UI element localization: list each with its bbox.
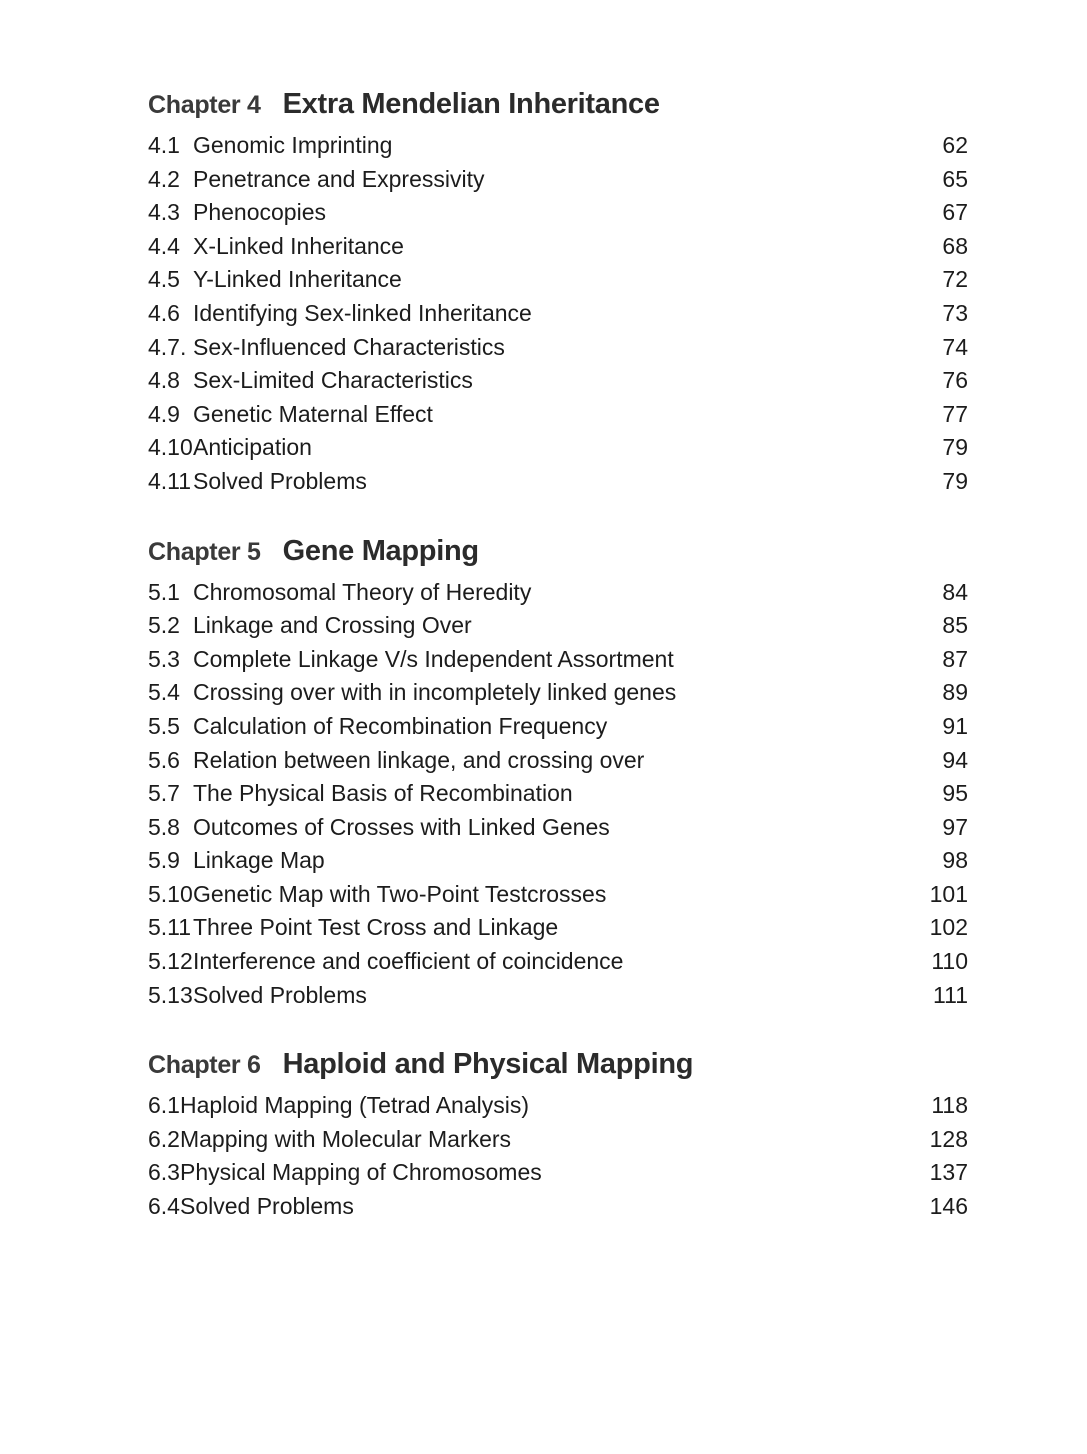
chapter-title: Extra Mendelian Inheritance (282, 88, 660, 120)
chapter-label: Chapter 5 (148, 537, 261, 566)
entry-title: Chromosomal Theory of Heredity (193, 578, 532, 605)
entry-page-number: 65 (942, 165, 968, 192)
entry-number: 4.5 (148, 266, 180, 293)
entry-title: Phenocopies (193, 199, 326, 226)
toc-entry (148, 331, 968, 365)
toc-entry (148, 1190, 968, 1224)
toc-entry (148, 945, 968, 979)
entry-page-number: 84 (942, 578, 968, 605)
entry-page-number: 110 (931, 948, 968, 975)
entry-page-number: 97 (942, 813, 968, 840)
entry-title: X-Linked Inheritance (193, 232, 404, 259)
entry-title: Y-Linked Inheritance (193, 266, 402, 293)
entry-page-number: 137 (929, 1159, 968, 1186)
entry-page-number: 68 (942, 232, 968, 259)
entry-title: Linkage and Crossing Over (193, 612, 472, 639)
toc-entry (148, 710, 968, 744)
entry-number: 4.4 (148, 232, 180, 259)
entry-title: Relation between linkage, and crossing over (193, 746, 645, 773)
entry-number: 4.7. (148, 333, 187, 360)
chapter-label: Chapter 4 (148, 91, 261, 119)
toc-entry (148, 263, 968, 297)
entry-page-number: 102 (929, 914, 968, 941)
entry-number: 5.7 (148, 780, 180, 807)
toc-entry (148, 431, 968, 465)
entry-number: 6.3 (148, 1159, 180, 1186)
entry-title: The Physical Basis of Recombination (193, 780, 573, 807)
chapter-title: Haploid and Physical Mapping (282, 1048, 694, 1081)
entry-page-number: 94 (942, 746, 968, 773)
toc-entry (148, 398, 968, 432)
entry-number: 5.4 (148, 679, 180, 706)
entry-title: Solved Problems (193, 981, 367, 1008)
toc-entry (148, 163, 968, 197)
entry-page-number: 85 (942, 612, 968, 639)
entry-page-number: 74 (942, 333, 968, 360)
entry-title: Three Point Test Cross and Linkage (193, 914, 559, 941)
entry-title: Anticipation (193, 434, 312, 461)
entry-number: 5.8 (148, 813, 180, 840)
entry-number: 4.1 (148, 132, 180, 158)
toc-entry (148, 979, 968, 1013)
entry-page-number: 91 (942, 712, 968, 739)
toc-entry (148, 1123, 968, 1157)
toc-entry (148, 1156, 968, 1190)
chapter-title: Gene Mapping (282, 534, 479, 567)
entry-title: Interference and coefficient of coincidence (193, 948, 624, 975)
entry-page-number: 95 (942, 780, 968, 807)
entry-page-number: 128 (929, 1125, 968, 1152)
entry-title: Sex-Limited Characteristics (193, 367, 473, 394)
toc-entry (148, 744, 968, 778)
entry-title: Haploid Mapping (Tetrad Analysis) (179, 1092, 529, 1119)
toc-entry (148, 609, 968, 643)
entry-number: 5.13 (148, 981, 193, 1008)
entry-page-number: 79 (942, 434, 968, 461)
toc-entry (148, 811, 968, 845)
entry-number: 6.2 (148, 1125, 180, 1152)
toc-entry (148, 643, 968, 677)
chapter-label: Chapter 6 (148, 1051, 261, 1080)
entry-title: Linkage Map (193, 847, 325, 874)
entry-title: Calculation of Recombination Frequency (193, 712, 608, 739)
entry-number: 4.11 (148, 467, 192, 494)
entry-title: Outcomes of Crosses with Linked Genes (193, 813, 610, 840)
entry-number: 5.11 (148, 914, 192, 941)
entry-page-number: 87 (942, 645, 968, 672)
toc-section-chapter-5 (148, 535, 968, 1013)
toc-entry (148, 878, 968, 912)
section-heading (148, 535, 968, 568)
table-of-contents (148, 88, 968, 1224)
entry-title: Identifying Sex-linked Inheritance (193, 299, 532, 326)
entry-page-number: 118 (931, 1092, 968, 1119)
entry-page-number: 67 (942, 199, 968, 226)
entry-title: Penetrance and Expressivity (193, 165, 485, 192)
entry-title: Genomic Imprinting (193, 132, 393, 158)
entry-page-number: 76 (942, 367, 968, 394)
entry-title: Solved Problems (193, 467, 367, 494)
toc-entry (148, 129, 968, 163)
entry-number: 4.9 (148, 400, 180, 427)
toc-entry (148, 676, 968, 710)
entry-number: 4.10 (148, 434, 193, 461)
entry-number: 5.12 (148, 948, 193, 975)
entry-number: 5.3 (148, 645, 180, 672)
toc-entry (148, 297, 968, 331)
entry-title: Genetic Maternal Effect (193, 400, 433, 427)
entry-page-number: 73 (942, 299, 968, 326)
entry-number: 4.2 (148, 165, 180, 192)
entry-number: 6.4 (148, 1193, 180, 1220)
entry-number: 5.1 (148, 578, 180, 605)
section-heading (148, 88, 968, 121)
toc-section-chapter-6 (148, 1048, 968, 1223)
entry-number: 5.10 (148, 880, 193, 907)
entry-page-number: 101 (929, 880, 968, 907)
entry-title: Crossing over with in incompletely linked genes (193, 679, 677, 706)
entry-page-number: 72 (942, 266, 968, 293)
entry-number: 4.6 (148, 299, 180, 326)
entry-title: Mapping with Molecular Markers (179, 1125, 512, 1152)
entry-title: Physical Mapping of Chromosomes (179, 1159, 542, 1186)
toc-entry (148, 844, 968, 878)
toc-entry (148, 911, 968, 945)
entry-page-number: 89 (942, 679, 968, 706)
toc-entry (148, 777, 968, 811)
entry-title: Complete Linkage V/s Independent Assortment (193, 645, 674, 672)
entry-page-number: 98 (942, 847, 968, 874)
entry-number: 5.9 (148, 847, 180, 874)
entry-page-number: 79 (942, 467, 968, 494)
entry-number: 4.8 (148, 367, 180, 394)
entry-number: 4.3 (148, 199, 180, 226)
entry-title: Solved Problems (179, 1193, 354, 1220)
entry-number: 5.2 (148, 612, 180, 639)
entry-number: 5.6 (148, 746, 180, 773)
entry-page-number: 111 (933, 981, 968, 1008)
toc-entry (148, 196, 968, 230)
toc-entry (148, 576, 968, 610)
entry-number: 5.5 (148, 712, 180, 739)
toc-entry (148, 1089, 968, 1123)
section-heading (148, 1048, 968, 1081)
entry-title: Sex-Influenced Characteristics (193, 333, 505, 360)
entry-title: Genetic Map with Two-Point Testcrosses (193, 880, 607, 907)
toc-section-chapter-4 (148, 88, 968, 499)
toc-entry (148, 364, 968, 398)
toc-entry (148, 230, 968, 264)
entry-number: 6.1 (148, 1092, 180, 1119)
entry-page-number: 77 (942, 400, 968, 427)
entry-page-number: 146 (929, 1193, 968, 1220)
entry-page-number: 62 (942, 132, 968, 158)
toc-entry (148, 465, 968, 499)
